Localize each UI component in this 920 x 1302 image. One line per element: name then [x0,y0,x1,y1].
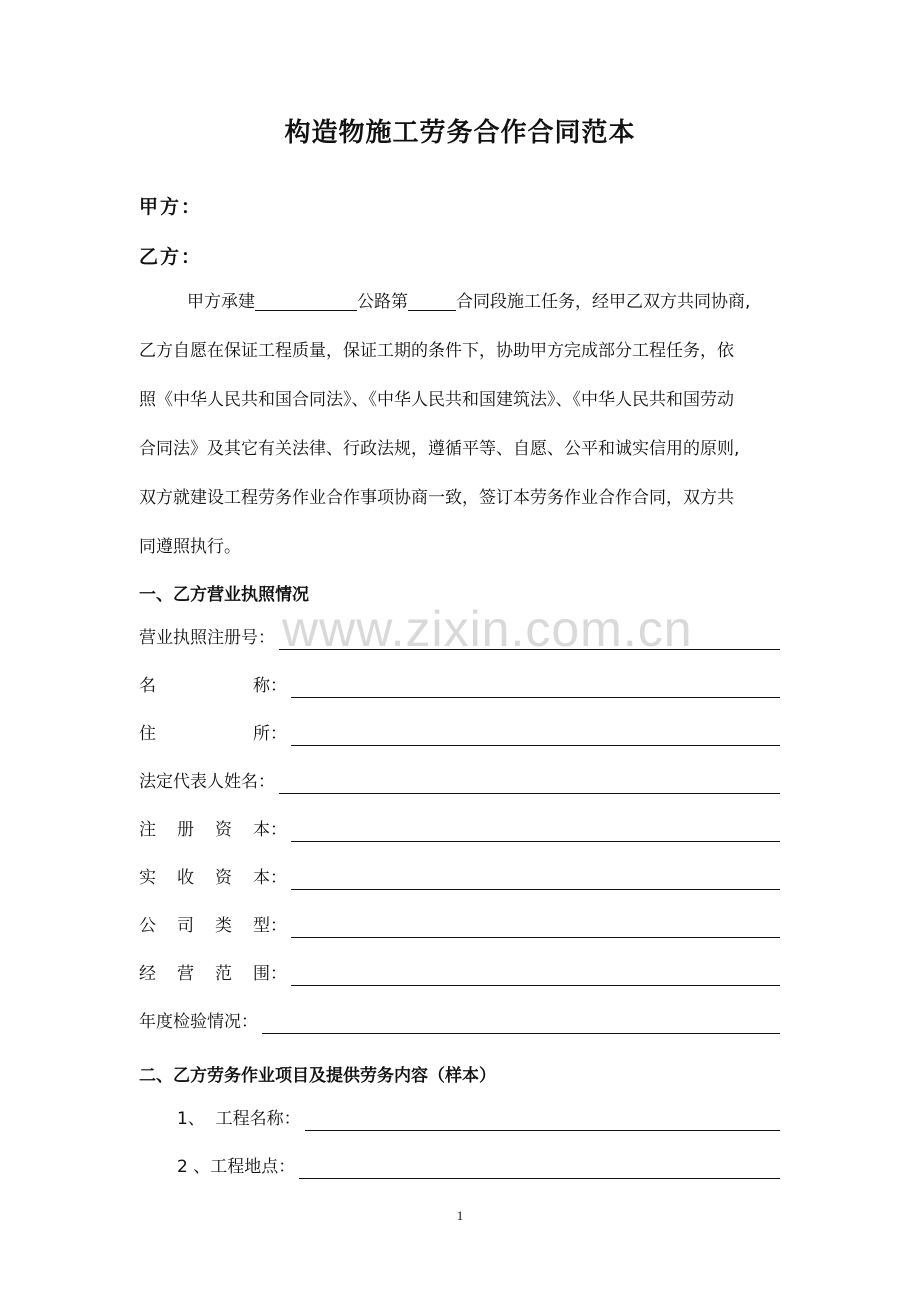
field-colon: ： [258,772,275,792]
field-colon: ： [270,868,287,888]
field-colon: ： [278,1157,296,1177]
intro-text: 公路第 [357,292,408,312]
section-1-heading: 一、乙方营业执照情况 [139,585,309,605]
field-colon: ： [241,1012,258,1032]
item-number: 1、 [177,1109,216,1129]
label-char: 册 [177,820,194,840]
field-colon: ： [283,1109,301,1129]
intro-line-5: 双方就建设工程劳务作业合作事项协商一致，签订本劳务作业合作合同，双方共 [139,488,734,508]
field-label [139,911,270,940]
label-char: 范 [215,964,232,984]
field-label: 工程名称 [215,1109,284,1129]
label-char: 收 [177,868,194,888]
label-char: 资 [215,868,232,888]
intro-line-2: 乙方自愿在保证工程质量，保证工期的条件下，协助甲方完成部分工程任务，依 [139,341,734,361]
field-label: 年度检验情况 [139,1012,241,1032]
field-annual-check [139,1006,780,1036]
document-title: 构造物施工劳务合作合同范本 [284,118,636,148]
intro-line-6: 同遵照执行。 [139,537,241,557]
field-colon: ： [270,676,287,696]
field-business-scope [139,958,780,988]
field-colon: ： [270,724,287,744]
annual-check-input[interactable] [262,1032,780,1034]
party-a-label: 甲方： [139,196,203,218]
label-char: 本 [253,820,270,840]
field-address [139,718,780,748]
field-colon: ： [258,628,275,648]
label-char: 本 [253,868,270,888]
paid-capital-input[interactable] [291,888,780,890]
project-name-input[interactable] [305,1129,780,1131]
label-char: 实 [139,868,156,888]
intro-line-1 [139,278,789,327]
page-number: 1 [456,1208,464,1223]
field-label [139,959,270,988]
field-reg-no [139,622,780,652]
label-char: 名 [139,676,156,696]
field-label: 工程地点 [210,1157,279,1177]
intro-line-4: 合同法》及其它有关法律、行政法规，遵循平等、自愿、公平和诚实信用的原则, [139,439,740,459]
business-scope-input[interactable] [291,984,780,986]
reg-no-input[interactable] [279,648,780,650]
field-project-name [177,1103,780,1133]
section-2-heading: 二、乙方劳务作业项目及提供劳务内容（样本） [139,1066,496,1086]
label-char: 营 [177,964,194,984]
address-input[interactable] [291,744,780,746]
registered-capital-input[interactable] [291,840,780,842]
name-input[interactable] [291,696,780,698]
label-char: 注 [139,820,156,840]
field-colon: ： [270,964,287,984]
label-char: 类 [215,916,232,936]
label-char: 司 [177,916,194,936]
contract-section-blank[interactable] [408,290,456,311]
party-b-label: 乙方： [139,246,203,268]
label-char: 所 [253,724,270,744]
field-label [139,863,270,892]
field-label [139,815,270,844]
field-label: 法定代表人姓名 [139,772,258,792]
intro-line-3: 照《中华人民共和国合同法》、《中华人民共和国建筑法》、《中华人民共和国劳动 [139,390,734,410]
field-legal-rep [139,766,780,796]
intro-paragraph [139,278,789,572]
field-colon: ： [270,916,287,936]
intro-text: 合同段施工任务，经甲乙双方共同协商, [456,292,751,312]
label-char: 住 [139,724,156,744]
label-char: 经 [139,964,156,984]
label-char: 围 [253,964,270,984]
project-location-input[interactable] [299,1177,780,1179]
field-label: 营业执照注册号 [139,628,258,648]
field-paid-capital [139,862,780,892]
label-char: 型 [253,916,270,936]
field-colon: ： [270,820,287,840]
legal-rep-input[interactable] [279,792,780,794]
field-company-type [139,910,780,940]
field-registered-capital [139,814,780,844]
label-char: 公 [139,916,156,936]
intro-text: 甲方承建 [187,292,255,312]
watermark: www.zixin.com.cn [282,601,693,657]
label-char: 称 [253,676,270,696]
item-number: 2 、 [177,1157,211,1177]
field-label [139,671,270,700]
project-name-blank[interactable] [255,290,357,311]
field-project-location [177,1151,780,1181]
label-char: 资 [215,820,232,840]
field-label [139,719,270,748]
field-name [139,670,780,700]
company-type-input[interactable] [291,936,780,938]
